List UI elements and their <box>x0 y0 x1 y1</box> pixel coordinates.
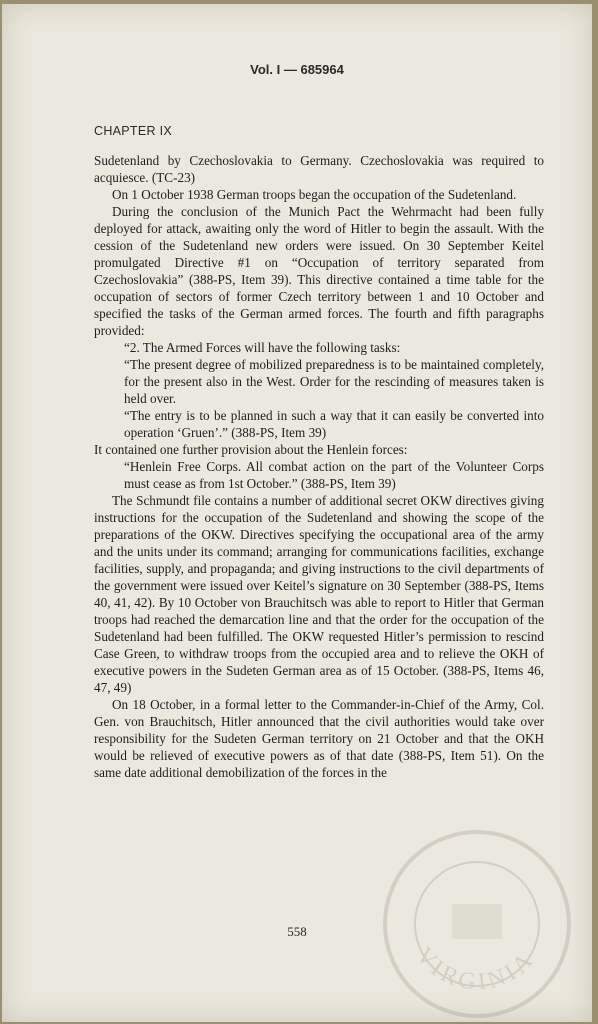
chapter-heading: CHAPTER IX <box>94 124 173 138</box>
paragraph: On 18 October, in a formal letter to the Commander-in-Chief of the Army, Col. Gen. von Brauchitsch, Hitler announced that the civil authorities would take over responsibility for the Sudeten German territory on 21 October and that the OKH would be relieved of executive powers as of that date (388-PS, Item 51). On the same date additional demobilization of the forces in the <box>94 697 544 780</box>
block-quote: “The present degree of mobilized preparedness is to be maintained completely, for the present also in the West. Order for the rescinding of measures taken is held over. <box>124 357 544 406</box>
page-header: Vol. I — 685964 <box>250 62 344 77</box>
body-text <box>94 152 544 781</box>
document-page <box>2 4 592 1022</box>
paragraph: Sudetenland by Czechoslovakia to Germany. Czechoslovakia was required to acquiesce. (TC-23) <box>94 153 544 185</box>
paragraph: On 1 October 1938 German troops began the occupation of the Sudetenland. <box>112 187 517 202</box>
block-quote: “Henlein Free Corps. All combat action on the part of the Volunteer Corps must cease as from 1st October.” (388-PS, Item 39) <box>124 459 544 491</box>
block-quote: “The entry is to be planned in such a way that it can easily be converted into operation ‘Gruen’.” (388-PS, Item 39) <box>124 408 544 440</box>
paragraph: It contained one further provision about the Henlein forces: <box>94 442 408 457</box>
paragraph: The Schmundt file contains a number of additional secret OKW directives giving instructions for the occupation of the Sudetenland and showing the scope of the preparations of the OKW. Directives specifying the occupational area of the army and the units under its command; arranging for communications facilities, exchange facilities, supply, and propaganda; and giving instructions to the civil departments of the government were issued over Keitel’s signature on 30 September (388-PS, Items 40, 41, 42). By 10 October von Brauchitsch was able to report to Hitler that German troops had reached the demarcation line and that the order for the occupation of the Sudetenland had been fulfilled. The OKW requested Hitler’s permission to rescind Case Green, to withdraw troops from the occupied area and to relieve the OKH of executive powers in the Sudeten German area as of 15 October. (388-PS, Items 46, 47, 49) <box>94 493 544 695</box>
svg-text:VIRGINIA <box>411 943 541 996</box>
stamp-text: VIRGINIA <box>410 942 541 996</box>
page-number: 558 <box>287 924 307 939</box>
library-stamp-icon <box>377 824 577 1024</box>
block-quote: “2. The Armed Forces will have the following tasks: <box>124 340 401 355</box>
paragraph: During the conclusion of the Munich Pact the Wehrmacht had been fully deployed for attack, awaiting only the word of Hitler to begin the assault. With the cession of the Sudetenland new orders were issued. On 30 September Keitel promulgated Directive #1 on “Occupation of territory separated from Czechoslovakia” (388-PS, Item 39). This directive contained a time table for the occupation of sectors of former Czech territory between 1 and 10 October and specified the tasks of the German armed forces. The fourth and fifth paragraphs provided: <box>94 204 544 338</box>
